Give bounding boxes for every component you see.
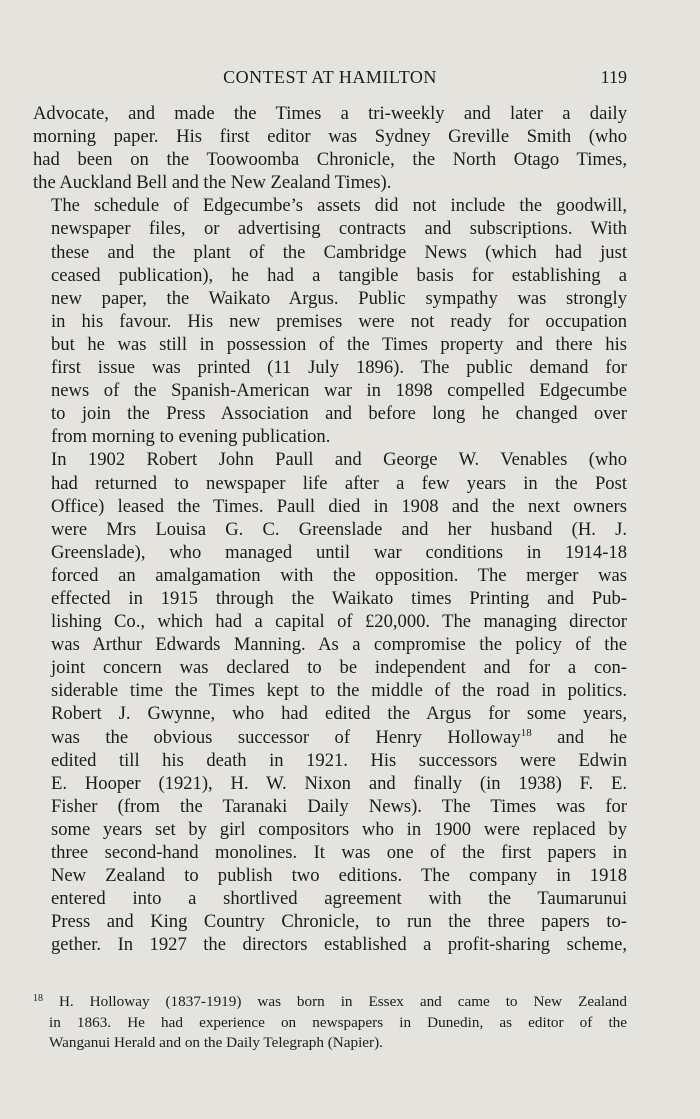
footnote-text: in 1863. He had experience on newspapers in Dunedin, as editor of the: [49, 1013, 627, 1031]
text-line: was Arthur Edwards Manning. As a compromise the policy of the: [51, 634, 627, 656]
text-line: three second-hand monolines. It was one of the first papers in: [51, 842, 627, 863]
text-line: forced an amalgamation with the opposition. The merger was: [51, 564, 627, 586]
text-line: New Zealand to publish two editions. The company in 1918: [51, 865, 627, 887]
body-text: [33, 102, 627, 956]
text-line: In 1902 Robert John Paull and George W. Venables (who: [51, 449, 627, 471]
text-line: siderable time the Times kept to the middle of the road in politics.: [51, 680, 627, 702]
text-line: in his favour. His new premises were not ready for occupation: [51, 310, 627, 332]
text-line: had been on the Toowoomba Chronicle, the North Otago Times,: [33, 149, 627, 171]
text-line: gether. In 1927 the directors established a profit-sharing scheme,: [51, 934, 627, 956]
text-line: The schedule of Edgecumbe’s assets did not include the goodwill,: [51, 195, 627, 217]
page-number: 119: [600, 67, 627, 87]
text-line: from morning to evening publication.: [51, 426, 331, 448]
footnote-line: [33, 1013, 627, 1034]
text-line: effected in 1915 through the Waikato times Printing and Pub-: [51, 587, 627, 609]
text-line: first issue was printed (11 July 1896). The public demand for: [51, 357, 627, 379]
text-line-with-footnote-ref: [33, 726, 627, 749]
text-line: Greenslade), who managed until war conditions in 1914-18: [51, 541, 627, 563]
text-line: newspaper files, or advertising contracts and subscriptions. With: [51, 218, 627, 240]
text-line: entered into a shortlived agreement with the Taumarunui: [51, 888, 627, 910]
text-line: these and the plant of the Cambridge News (which had just: [51, 241, 627, 263]
text-line: some years set by girl compositors who in 1900 were replaced by: [51, 818, 627, 840]
text-line: morning paper. His first editor was Sydney Greville Smith (who: [33, 126, 627, 148]
text-line: ceased publication), he had a tangible basis for establishing a: [51, 264, 627, 286]
text-line: the Auckland Bell and the New Zealand Times).: [33, 172, 392, 194]
paragraph-1: [33, 102, 627, 194]
footnote-text: Wanganui Herald and on the Daily Telegraph (Napier).: [49, 1034, 383, 1051]
footnote-line: [33, 1033, 627, 1054]
running-title: CONTEST AT HAMILTON: [223, 67, 437, 87]
text-line: had returned to newspaper life after a few years in the Post: [51, 472, 627, 494]
text-line: Fisher (from the Taranaki Daily News). The Times was for: [51, 795, 627, 817]
text-line: lishing Co., which had a capital of £20,000. The managing director: [51, 611, 627, 633]
text-line: news of the Spanish-American war in 1898 compelled Edgecumbe: [51, 380, 627, 402]
footnote-text: H. Holloway (1837-1919) was born in Essex and came to New Zealand: [43, 993, 627, 1010]
text-line: new paper, the Waikato Argus. Public sympathy was strongly: [51, 287, 627, 309]
paragraph-2: [33, 194, 627, 448]
text-line: but he was still in possession of the Times property and there his: [51, 333, 627, 355]
paragraph-3: [33, 448, 627, 956]
running-header: [33, 64, 627, 90]
text-line: Advocate, and made the Times a tri-weekly and later a daily: [33, 103, 627, 124]
footnote-line: [33, 992, 627, 1013]
text-line: were Mrs Louisa G. C. Greenslade and her husband (H. J.: [51, 518, 627, 540]
text-line: to join the Press Association and before long he changed over: [51, 403, 627, 425]
text-segment: was the obvious successor of Henry Holloway: [51, 726, 521, 748]
footnote: [33, 992, 627, 1054]
text-segment: and he: [531, 726, 627, 748]
text-line: E. Hooper (1921), H. W. Nixon and finally (in 1938) F. E.: [51, 772, 627, 794]
text-line: edited till his death in 1921. His successors were Edwin: [51, 749, 627, 771]
footnote-marker: 18: [33, 993, 43, 1004]
text-line: Press and King Country Chronicle, to run the three papers to-: [51, 911, 627, 933]
text-line: joint concern was declared to be independent and for a con-: [51, 657, 627, 679]
text-line: Office) leased the Times. Paull died in 1908 and the next owners: [51, 495, 627, 517]
footnote-reference[interactable]: 18: [520, 726, 532, 739]
text-line: Robert J. Gwynne, who had edited the Argus for some years,: [51, 703, 627, 725]
